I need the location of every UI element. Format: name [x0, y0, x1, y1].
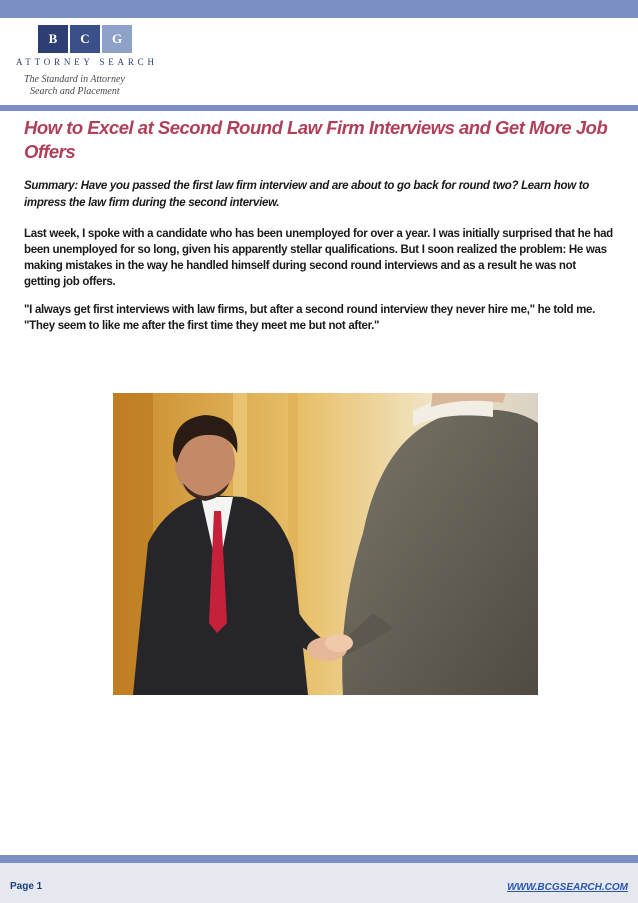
logo-letter-g: G — [102, 25, 132, 53]
tagline-line-1: The Standard in Attorney — [24, 74, 125, 85]
bcg-logo[interactable] — [16, 25, 176, 98]
website-link[interactable]: WWW.BCGSEARCH.COM — [507, 882, 628, 893]
logo-letter-c: C — [70, 25, 100, 53]
logo-subtitle: ATTORNEY SEARCH — [16, 57, 158, 67]
handshake-illustration — [113, 393, 538, 695]
article-title: How to Excel at Second Round Law Firm Interviews and Get More Job Offers — [24, 117, 608, 162]
logo-tagline — [16, 74, 176, 98]
logo-letter-b: B — [38, 25, 68, 53]
article-paragraph-1: Last week, I spoke with a candidate who has been unemployed for over a year. I was initially surprised that he had been unemployed for so long, given his apparently stellar qualifications. But I soon realized the problem: He was making mistakes in the way he handled himself during second round interviews and as a result he was not getting job offers. — [24, 228, 613, 288]
article-summary: Summary: Have you passed the first law firm interview and are about to go back for round two? Learn how to impress the law firm during the second interview. — [24, 180, 590, 209]
page-number: Page 1 — [10, 881, 43, 892]
top-band — [0, 0, 638, 18]
footer-rule — [0, 855, 638, 863]
header-rule — [0, 105, 638, 111]
handshake-photo — [113, 393, 538, 695]
page-footer — [0, 863, 638, 903]
tagline-line-2: Search and Placement — [30, 86, 120, 97]
article-paragraph-2: "I always get first interviews with law firms, but after a second round interview they never hire me," he told me. "They seem to like me after the first time they meet me but not after." — [24, 304, 596, 332]
logo-boxes — [38, 25, 176, 53]
article-body — [24, 116, 614, 334]
